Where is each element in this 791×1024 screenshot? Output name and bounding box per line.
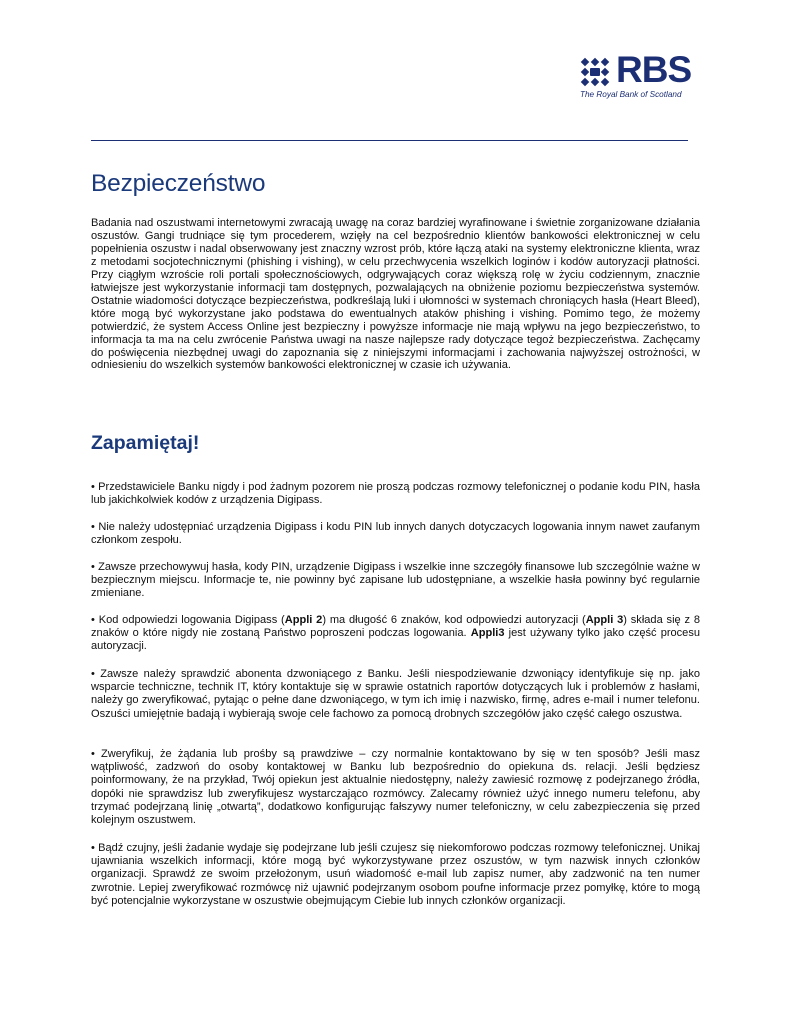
bullet-text: ) ma długość 6 znaków, kod odpowiedzi autoryzacji ( bbox=[322, 614, 586, 626]
bullet-text: ) składa się z 8 znaków o które nigdy nie zostaną Państwo poproszeni podczas logowania. bbox=[91, 614, 700, 640]
bullet-store-securely: • Zawsze przechowywuj hasła, kody PIN, urządzenie Digipass i wszelkie inne szczegóły finansowe lub szczególnie ważne w bezpiecznym miejscu. Informacje te, nie powinny być zapisane lub udostępniane, a wszelkie hasła powinny być regularnie zmieniane. bbox=[91, 561, 700, 600]
appli3-label: Appli3 bbox=[470, 627, 505, 640]
bullet-do-not-share-digipass: • Nie należy udostępniać urządzenia Digipass i kodu PIN lub innych danych dotyczacych logowania innym nawet zaufanym członkom zespołu. bbox=[91, 521, 700, 547]
bullet-text: jest używany tylko jako część procesu autoryzacji. bbox=[91, 627, 700, 653]
bullet-verify-caller: • Zawsze należy sprawdzić abonenta dzwoniącego z Banku. Jeśli niespodziewanie dzwoniący identyfikuje się np. jako wsparcie techniczne, technik IT, który kontaktuje się w sprawie ostatnich raportów dotyczących luk i problemów z hasłami, należy go zweryfikować, pytając o pełne dane dzwoniącego, w tym ich imię i nazwisko, firmę, adres e-mail i numer telefonu. Oszuści umiejętnie badają i wybierają swoje cele fachowo za pomocą drobnych szczegółów jako część całego oszustwa. bbox=[91, 668, 700, 720]
section-title: Zapamiętaj! bbox=[91, 432, 200, 454]
logo-wordmark: RBS bbox=[616, 49, 692, 90]
bullet-text: • Kod odpowiedzi logowania Digipass ( bbox=[91, 614, 285, 626]
header-divider bbox=[91, 140, 688, 141]
bullet-response-codes bbox=[91, 614, 700, 654]
appli3-label: Appli 3 bbox=[585, 614, 624, 626]
rbs-logo bbox=[578, 49, 692, 102]
appli2-label: Appli 2 bbox=[284, 614, 323, 626]
rbs-daisy-wheel-icon bbox=[578, 57, 612, 91]
bullet-verify-requests: • Zweryfikuj, że żądania lub prośby są prawdziwe – czy normalnie kontaktowano by się w ten sposób? Jeśli masz wątpliwość, zadzwoń do osoby kontaktowej w Banku lub bezpośrednio do opiekuna ds. relacji. Jeśli będziesz poinformowany, że na przykład, Twój opiekun jest aktualnie niedostępny, należy zawiesić rozmowę z podejrzanego źródła, dopóki nie sprawdzisz lub zweryfikujesz wystarczająco rozmówcy. Zalecamy również użyć innego numeru telefonu, aby trzymać podejrzaną linię „otwartą”, dodatkowo konfigurując fałszywy numer telefoniczny, w celu zabezpieczenia się przed kolejnym oszustwem. bbox=[91, 748, 700, 827]
bullet-pin-never-requested: • Przedstawiciele Banku nigdy i pod żadnym pozorem nie proszą podczas rozmowy telefonicznej o podanie kodu PIN, hasła lub jakichkolwiek kodów z urządzenia Digipass. bbox=[91, 481, 700, 507]
intro-paragraph: Badania nad oszustwami internetowymi zwracają uwagę na coraz bardziej wyrafinowane i świetnie zorganizowane działania oszustów. Gangi trudniące się tym procederem, wzięły na cel bezpośrednio klientów bankowości elektronicznej w celu popełnienia oszustw i nadal obserwowany jest znaczny wzrost prób, które łączą ataki na systemy elektroniczne klienta, wraz z metodami socjotechnicznymi (phishing i vishing), w celu przechwycenia wszelkich loginów i kodów autoryzacji płatności. Przy ciągłym wzroście roli portali społecznościowych, odgrywających coraz większą rolę w życiu codziennym, znacznie łatwiejsze jest wykorzystanie informacji tam dostępnych, pozwalających na obniżenie poziomu bezpieczeństwa systemów. Ostatnie wiadomości dotyczące bezpieczeństwa, podkreślają luki i ułomności w systemach chroniących hasła (Heart Bleed), które mogą być wykorzystane jako podstawa do ewentualnych ataków phishing i vishing. Pomimo tego, że możemy potwierdzić, że system Access Online jest bezpieczny i powyższe informacje nie mają wpływu na jego bezpieczeństwo, to informacja ta ma na celu zwrócenie Państwa uwagi na nasze najlepsze rady dotyczące tegoż bezpieczeństwa. Zachęcamy do poświęcenia niezbędnej uwagi do zapoznania się z niniejszymi informacjami i zachowania najwyższej ostrożności, w odniesieniu do wszelkich systemów bankowości elektronicznej w czasie ich używania. bbox=[91, 217, 700, 372]
logo-tagline: The Royal Bank of Scotland bbox=[580, 90, 682, 99]
page-title: Bezpieczeństwo bbox=[91, 170, 266, 197]
bullet-be-vigilant: • Bądź czujny, jeśli żadanie wydaje się podejrzane lub jeśli czujesz się niekomforowo podczas rozmowy telefonicznej. Unikaj ujawniania wszelkich informacji, które mogą być wykorzystywane przez oszustów, w tym nazwisk innych członków organizacji. Sprawdź ze swoim przełożonym, usuń wiadomość e-mail lub zapisz numer, aby zadzwonić na ten numer zwrotnie. Lepiej zweryfikować rozmówcę niż ujawnić podejrzanym osobom poufne informacje przez pomyłkę, które to mogą być potencjalnie wykorzystane w oszustwie obejmującym Ciebie lub innych członków organizacji. bbox=[91, 842, 700, 907]
